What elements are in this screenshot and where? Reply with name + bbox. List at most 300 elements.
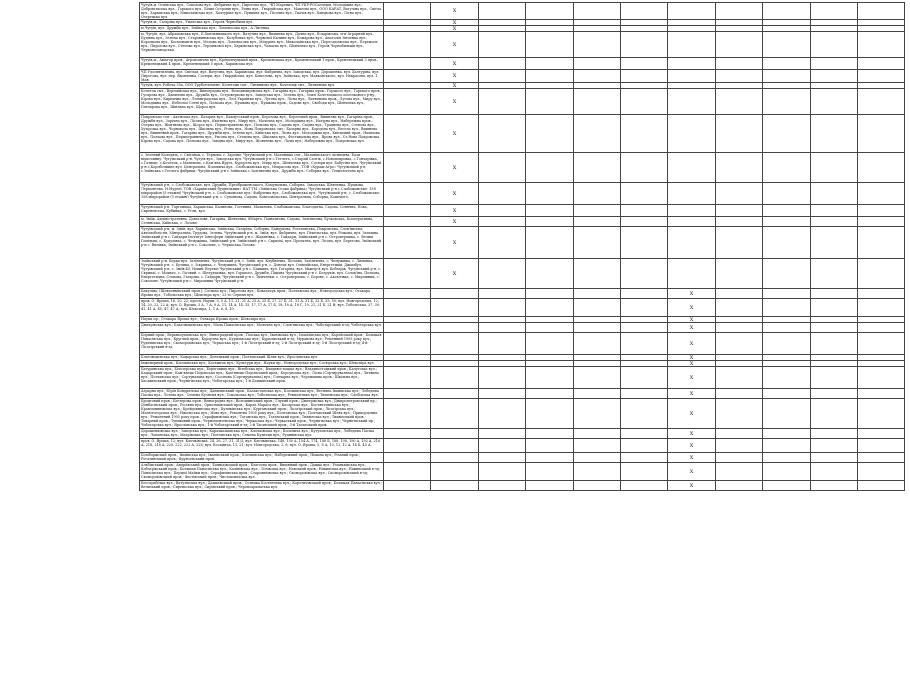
empty-cell <box>810 32 857 58</box>
empty-cell <box>810 463 857 481</box>
empty-cell <box>857 70 904 83</box>
empty-cell <box>620 259 667 289</box>
empty-cell <box>715 299 762 317</box>
empty-cell <box>763 89 810 115</box>
empty-cell <box>763 153 810 183</box>
empty-cell <box>384 259 431 289</box>
empty-cell <box>857 153 904 183</box>
empty-cell <box>668 70 715 83</box>
empty-cell <box>478 58 525 70</box>
mark-cell: X <box>668 429 715 439</box>
empty-cell <box>810 227 857 259</box>
empty-cell <box>715 70 762 83</box>
mark-cell: X <box>431 20 478 26</box>
empty-cell <box>810 323 857 333</box>
empty-cell <box>526 333 573 355</box>
address-cell: Бакуліна, (Шевченківський пров.): Сосніна вул.; Пирогова вул.; Ковальчук пров.; Полтавська вул.; Новгородська вул.; Отакара Яроша вул.; Тобольська вул.; Шекспіра вул.; 23-го Серпня вул. <box>140 289 384 299</box>
empty-cell <box>620 299 667 317</box>
empty-cell <box>810 153 857 183</box>
table-row <box>140 299 905 317</box>
empty-cell <box>668 227 715 259</box>
empty-cell <box>620 205 667 217</box>
table-row <box>140 289 905 299</box>
address-cell: Покровське смт.: Актівська вул., Базарна вул., Бахмутський пров., Березова вул., Береговий пров., Вишнева вул., Гагаріна пров., Дружби вул., Зарічна вул., Лісова вул., Квітнева вул., Миру вул., Молочна вул., Молодіжна вул., Нагірна вул., Набережна пров., Озерна вул., Жовтнева вул., Щорса вул., Першотравнева вул., Польова вул., Садова вул., Східна вул., Травнева вул., Степова вул., Хутірська вул., Чорновола вул., Шкільна вул., Річна вул., Нова Покровська смт.: Базарна вул., Бородіна вул., Весела вул., Вишнева вул., Вишневий пров., Гагаріна вул., Дружби вул., Зелена вул., Київська вул., Лісна вул., Молодіжна вул., Квітковий пров., Нахімова вул., Польова вул., Першотравнева вул., Рисова вул., Степова вул., Шкільна вул., Фестивальна вул., Ярова вул., Ст.Нова Покровська Кірова вул., Садова вул., Польова вул., Західна вул., Миру вул., Жовтнева вул., Лісна вул., Набережна вул., Покровська вул. <box>140 115 384 153</box>
empty-cell <box>715 58 762 70</box>
empty-cell <box>384 481 431 491</box>
empty-cell <box>384 367 431 389</box>
empty-cell <box>763 205 810 217</box>
empty-cell <box>573 217 620 227</box>
address-cell: м. Зміїв, Адміністративна, Довгалова, Гагаріна, Шевченко, 8Марта, Гімназична, Садова, Залізнична, Бузковська, Кооперативна, Селянська, Київська, с. Лозове. <box>140 217 384 227</box>
empty-cell <box>715 333 762 355</box>
empty-cell <box>715 183 762 205</box>
empty-cell <box>478 183 525 205</box>
mark-cell: X <box>431 58 478 70</box>
address-cell: с. Зелений Колодязь, с. Світанок, с. Тернова, с. Зарічне, Чугуївський р-н, Малинівка смт., Малинівського лісництва. Бази відпочинку. Чугуївський р-н, Чугуїв вул., Заводська вул. Чугуївський р-н с.Тетлега, с.Старий Салтів, с.Новопокровка, с.Гончарівка, с.Гатище, с.Кочеток, с.Малинове, с.Кам'яна Яруга, Курортна вул., Миру вул., Шевченка вул., Сосюри вул. Бабусіна вул. Чугуївський р-н с.Коробочкине вул. Центральна, Поповича вул., Слобожанська вул., Некрасова вул., ТОВ «Кураж-Агро» Чугуївський р-н с.Зміївська с.Тетлега фабрики, Чугуївський р-н с.Зміївська с.Залізнична вул., Дружби вул., Соборна вул., Технологічна вул. <box>140 153 384 183</box>
empty-cell <box>857 429 904 439</box>
table-row <box>140 481 905 491</box>
empty-cell <box>573 323 620 333</box>
empty-cell <box>668 183 715 205</box>
empty-cell <box>763 32 810 58</box>
empty-cell <box>431 367 478 389</box>
address-cell: Дмитрівська вул.; Благовіщенська вул.; Мала Панасівська вул.; Молочна вул.; Слов'янська вул.; Чоботарський в-зд; Чоботарська вул. <box>140 323 384 333</box>
empty-cell <box>715 227 762 259</box>
empty-cell <box>478 289 525 299</box>
table-row <box>140 89 905 115</box>
empty-cell <box>431 399 478 429</box>
empty-cell <box>763 259 810 289</box>
empty-cell <box>620 439 667 453</box>
empty-cell <box>526 367 573 389</box>
address-cell: м.Чугуїв, вул. Дружби вул., Зміївська вул., Ломоносова вул., А.Лисенка <box>140 26 384 32</box>
address-cell: ЧП Удосвятилічна, вул. Світлая, вул. Ватутіна, вул. Харківська, вул. Фабрична, вул. Заводська, вул. Дорошенка, вул. Халтуріна, вул. Пирогова, вул. пер. Яковлевка, Сосюри, вул. Гвардійська, вул. Кошелова, вул. Зміївська, вул. Маяковського, вул. Некрасова, вул. 1 Мая. <box>140 70 384 83</box>
schedule-table <box>139 2 905 491</box>
mark-cell: X <box>668 361 715 367</box>
address-cell: Чугуїв м. Оспівська вул., Соколова вул., Фабрична вул., Пирогова вул., ЧП Маренич, ЧП УКР-РОСагенція, Молодіжна вул., Добропільська вул., Горького вул., Білих Островів вул., Річна вул., Гвардійська вул., Макеєва вул., ООО КАРАТ, Вагуліна вул., Світла вул., Харківська вул., Миколаївська вул., Халтуріна вул., Пушкіна вул., Пісочна вул., Ткачів вул., Ханцьова вул., Лісна вул., Озерецька вул. <box>140 3 384 20</box>
empty-cell <box>763 183 810 205</box>
empty-cell <box>763 289 810 299</box>
empty-cell <box>573 367 620 389</box>
empty-cell <box>620 481 667 491</box>
mark-cell: X <box>668 323 715 333</box>
mark-cell: X <box>668 389 715 399</box>
empty-cell <box>573 58 620 70</box>
empty-cell <box>620 3 667 20</box>
empty-cell <box>526 32 573 58</box>
empty-cell <box>763 227 810 259</box>
address-cell: Аграрна вул.; Юрія Кондратюка вул.; Данилівський пров.; Казахстанська вул.; Клочківська вул.; Весняна Іванівська вул.; Лебедина Пасіка вул.; Лотова вул.; Семена Кузнеця вул.; Сокільська вул.; Тобольська вул.; Ревполітика вул.; Тюменська вул.; Слобідська вул. <box>140 389 384 399</box>
empty-cell <box>431 481 478 491</box>
empty-cell <box>384 399 431 429</box>
empty-cell <box>668 217 715 227</box>
table-row <box>140 58 905 70</box>
empty-cell <box>384 217 431 227</box>
table-row <box>140 463 905 481</box>
address-cell: Броцтовий пров.; Бегтерова пров.; Виноградна вул.; Волошинський пров.; Глухий пров.; Дмитрівська вул.; Дніпропетровський пр.; Донбасівський пров.; Росіяна вул.; Орвольківський пров.; Карла Маркса вул.; Касарська вул.; Костянтинівська вул.; Крамчанинівська вул.; Крейдовинська вул.; Куликівська вул.; Курганський пров.; Лісогірський пров.; Лісогірська вул.; Магнітогорська вул.; Нікольська вул.; Нова вул.; Ремонтна 1905 року вул.; Полтавська вул.; Полтавський Шлях вул.; Прикордонна вул.; Ремонтний 1905 року пров.; Серафимівська вул.; Таганська вул.; Таганський пров.; Тихвінська вул.; Тихвінський пров.; Товарний пров.; Тупиковий пров.; Черномонтенська вул.; Черкаська вул.; Черкаський пров.; Чернігівська вул.; Чернігівський пр.; Чоботарська вул.; Ярославська вул.; 1-й Чоботарський в-зд; 2-й Таганський пров.; 3-й Таганський пров. <box>140 399 384 429</box>
empty-cell <box>620 183 667 205</box>
empty-cell <box>384 289 431 299</box>
table-row <box>140 3 905 20</box>
empty-cell <box>384 453 431 463</box>
address-cell: м. Чугуїв, вул. Абрамовська вул., Б.Хмельницького вул., Ватутіна вул., Вишнева вул., Дачна вул., Есхарівська, м-н Аграрний вул., Будівна вул., Зелена вул., Старовинівська вул., Козубенка вул., Червоної Калини вул., Комарова вул., Анатолія Зінченка вул., Королкова вул., Космонавтів вул., Медова вул., Ломоносова вул., Мічуріна вул., Миколаївська вул., Пересадоівська вул., Перемоги вул., Пирогова вул., Степова вул., Терешкової вул., Харківська вул., Чапаєва вул., Шевченко вул., Героїв Чорнобильців вул., Червонозаводська. <box>140 32 384 58</box>
empty-cell <box>620 89 667 115</box>
empty-cell <box>620 115 667 153</box>
empty-cell <box>526 299 573 317</box>
empty-cell <box>810 439 857 453</box>
empty-cell <box>384 115 431 153</box>
empty-cell <box>573 227 620 259</box>
empty-cell <box>763 58 810 70</box>
empty-cell <box>857 333 904 355</box>
table-row <box>140 183 905 205</box>
empty-cell <box>573 299 620 317</box>
empty-cell <box>526 227 573 259</box>
table-row <box>140 453 905 463</box>
address-cell: пров. О. Яроша, 16, 20, 22; просп. Науки, 5, 5 А, 11, 21, 21 А, 25 А, 25 Б, 27, 27 Б, 31, 31 А, 31 Б, 33 Б, 35, 50; вул. Новгородська, 12, 14, 20, 22, 22 А; вул. О. Яроша, 3 А, 7 А, 9 А, 11, 14 А, 14, 15, 17, 17 А, 17 Б, 18, 18 А, 18 Г, 19, 21, 21 Б, 21 В; вул. Тобольська, 37, 39, 41, 41 А, 45, 47, 47 А; вул. Шекспіра, 1, 1 А, 6, 8, 10. <box>140 299 384 317</box>
empty-cell <box>620 463 667 481</box>
table-row <box>140 217 905 227</box>
mark-cell: X <box>668 289 715 299</box>
empty-cell <box>573 333 620 355</box>
empty-cell <box>620 453 667 463</box>
empty-cell <box>384 299 431 317</box>
empty-cell <box>384 32 431 58</box>
empty-cell <box>526 481 573 491</box>
address-cell: Борний пров.; Верхньоуманська вул.; Виноградний пров.; Гімська вул.; Іванівська вул.; Ізмаїлівська вул.; Корейський пров.; Большая Панасівська вул.; Круглий пров.; Курортна вул.; Курилівська вул.; Курилівський в-зд; Муранова вул.; Ременний 1905 року вул.; Рудинівська вул.; Скоморохівська вул.; Черкаська вул.; 1-й Лісогірський в-зд; 2-й Лісогірський в-зд; 3-й Лісогірський в-зд; 4-й Лісогірський в-зд. <box>140 333 384 355</box>
table-row <box>140 153 905 183</box>
empty-cell <box>810 70 857 83</box>
mark-cell: X <box>668 399 715 429</box>
empty-cell <box>857 115 904 153</box>
empty-cell <box>763 399 810 429</box>
empty-cell <box>763 323 810 333</box>
empty-cell <box>810 333 857 355</box>
empty-cell <box>763 463 810 481</box>
empty-cell <box>810 367 857 389</box>
mark-cell: X <box>668 453 715 463</box>
empty-cell <box>810 429 857 439</box>
empty-cell <box>573 259 620 289</box>
address-cell: Благовіщенська вул.; Кацарська вул.; Донецький пров.; Полтавський Шлях вул.; Ярославська вул. <box>140 355 384 361</box>
empty-cell <box>715 389 762 399</box>
empty-cell <box>573 439 620 453</box>
empty-cell <box>857 399 904 429</box>
empty-cell <box>526 153 573 183</box>
empty-cell <box>857 32 904 58</box>
empty-cell <box>763 299 810 317</box>
empty-cell <box>810 3 857 20</box>
mark-cell: X <box>668 333 715 355</box>
empty-cell <box>478 70 525 83</box>
empty-cell <box>715 429 762 439</box>
empty-cell <box>478 205 525 217</box>
address-cell: пров. О. Яроша, 12; вул. Клочківська, 24, 26, 27, 31, 31/3; вул. Клочківська, 148, 150 А, 154 А, 174, 188 Б, 188, 190, 190 А, 192 А, 216 А, 218, 218 А, 220, 222, 222 А, 228; вул. Косьмича, 11, 21; вул. Новгородська, 2, 6; вул. О. Яроша, 5, 8 А, 10, 12, 12 А, 14 Б, 45 А. <box>140 439 384 453</box>
mark-cell: X <box>431 259 478 289</box>
empty-cell <box>763 453 810 463</box>
empty-cell <box>573 399 620 429</box>
empty-cell <box>715 439 762 453</box>
empty-cell <box>620 429 667 439</box>
empty-cell <box>763 70 810 83</box>
empty-cell <box>715 289 762 299</box>
empty-cell <box>478 115 525 153</box>
empty-cell <box>810 259 857 289</box>
empty-cell <box>384 389 431 399</box>
empty-cell <box>620 58 667 70</box>
empty-cell <box>810 299 857 317</box>
empty-cell <box>573 389 620 399</box>
empty-cell <box>620 289 667 299</box>
empty-cell <box>857 289 904 299</box>
empty-cell <box>620 399 667 429</box>
empty-cell <box>478 299 525 317</box>
empty-cell <box>431 453 478 463</box>
mark-cell: X <box>668 355 715 361</box>
empty-cell <box>668 153 715 183</box>
empty-cell <box>384 89 431 115</box>
empty-cell <box>478 153 525 183</box>
empty-cell <box>478 333 525 355</box>
mark-cell: X <box>431 32 478 58</box>
empty-cell <box>573 115 620 153</box>
empty-cell <box>810 217 857 227</box>
address-cell: Науки пр.; Отакара Яроша вул.; Отакара Яроша пров.; Шекспіра вул. <box>140 317 384 323</box>
empty-cell <box>668 89 715 115</box>
empty-cell <box>431 389 478 399</box>
empty-cell <box>810 183 857 205</box>
empty-cell <box>668 205 715 217</box>
mark-cell: X <box>668 367 715 389</box>
empty-cell <box>526 3 573 20</box>
empty-cell <box>526 399 573 429</box>
empty-cell <box>526 453 573 463</box>
empty-cell <box>763 3 810 20</box>
empty-cell <box>715 399 762 429</box>
mark-cell: X <box>668 317 715 323</box>
table-body <box>140 3 905 491</box>
table-row <box>140 367 905 389</box>
empty-cell <box>478 439 525 453</box>
empty-cell <box>478 367 525 389</box>
empty-cell <box>384 429 431 439</box>
empty-cell <box>857 367 904 389</box>
empty-cell <box>763 429 810 439</box>
empty-cell <box>620 70 667 83</box>
empty-cell <box>526 429 573 439</box>
table-row <box>140 115 905 153</box>
empty-cell <box>526 89 573 115</box>
mark-cell: X <box>668 299 715 317</box>
empty-cell <box>620 323 667 333</box>
empty-cell <box>715 205 762 217</box>
empty-cell <box>526 463 573 481</box>
table-row <box>140 70 905 83</box>
mark-cell: X <box>431 3 478 20</box>
empty-cell <box>573 183 620 205</box>
empty-cell <box>526 259 573 289</box>
empty-cell <box>478 481 525 491</box>
address-cell: Дорошенківська вул.; Заводська вул.; Карачкашанська вул.; Клочківська вул.; Косьмича вул.; Кутузовська вул.; Лебедина Пасіка вул.; Лопанська вул.; Маєрівська вул.; Полтавська вул.; Семена Кузнеця вул.; Рудинівська вул. <box>140 429 384 439</box>
empty-cell <box>715 259 762 289</box>
empty-cell <box>384 58 431 70</box>
mark-cell: X <box>431 227 478 259</box>
empty-cell <box>620 217 667 227</box>
empty-cell <box>620 367 667 389</box>
empty-cell <box>668 259 715 289</box>
empty-cell <box>573 481 620 491</box>
empty-cell <box>763 389 810 399</box>
address-cell: Інженерний пров.; Клочківська вул.; Косьмича вул.; Культури вул.; Науки пр.; Новгородська вул.; Сосюрська вул.; Шекспіра вул. <box>140 361 384 367</box>
empty-cell <box>810 453 857 463</box>
mark-cell: X <box>431 89 478 115</box>
empty-cell <box>620 227 667 259</box>
empty-cell <box>431 289 478 299</box>
empty-cell <box>763 333 810 355</box>
empty-cell <box>573 3 620 20</box>
empty-cell <box>384 439 431 453</box>
empty-cell <box>857 323 904 333</box>
mark-cell: X <box>431 83 478 89</box>
empty-cell <box>810 389 857 399</box>
empty-cell <box>810 205 857 217</box>
empty-cell <box>573 289 620 299</box>
empty-cell <box>384 227 431 259</box>
empty-cell <box>763 481 810 491</box>
table-row <box>140 32 905 58</box>
empty-cell <box>763 217 810 227</box>
empty-cell <box>526 217 573 227</box>
empty-cell <box>668 115 715 153</box>
empty-cell <box>431 439 478 453</box>
address-cell: Чугуївський р-н, м. Зміїв, вул. Харківська, Зміївська, Гагаріна, Соборна, Байдукова, Рогатинська, Покровська, Слов'янська, Автомобілістів, Мінеральна, Трудова, Зелена. Чугуївський р-н, м. Зміїв, вул. Фабрична, вул. Пекельська, вул. Річкова, вул. Затишна. Зміївський р-н с. Гайдари Інститут Іоносфери Зміївський р-н с. Жаданівка, с. Гайдари, Зміївський р-н с. Островерхівка, с. Великі Гомільші, с. Кукулівка, с. Чемужівка, Зміївський р-н, Зміївський р-н с. Скрипаї, вул. Проектна, вул. Лісова, вул. Берегова, Зміївський р-н с. Вилівка, Зміївський р-н с. Соколове, с. Черкаська Лозова. <box>140 227 384 259</box>
mark-cell: X <box>431 217 478 227</box>
address-cell: Чугуївський р-н. Тарганівка, Харківська, Калинова, Гостинна, Малинова, Слобожанська, Благодатна, Садова, Сонячна, Нова, Сиреневська, Кубинка, с. Угли, вул. <box>140 205 384 217</box>
table-row <box>140 333 905 355</box>
empty-cell <box>715 453 762 463</box>
mark-cell: X <box>431 26 478 32</box>
empty-cell <box>384 183 431 205</box>
empty-cell <box>573 205 620 217</box>
empty-cell <box>384 323 431 333</box>
empty-cell <box>857 463 904 481</box>
empty-cell <box>715 153 762 183</box>
empty-cell <box>810 289 857 299</box>
empty-cell <box>384 70 431 83</box>
empty-cell <box>478 429 525 439</box>
empty-cell <box>478 227 525 259</box>
empty-cell <box>384 205 431 217</box>
empty-cell <box>810 58 857 70</box>
empty-cell <box>715 217 762 227</box>
empty-cell <box>810 399 857 429</box>
empty-cell <box>384 463 431 481</box>
empty-cell <box>857 205 904 217</box>
empty-cell <box>478 323 525 333</box>
empty-cell <box>384 153 431 183</box>
empty-cell <box>384 333 431 355</box>
address-cell: Альбінський пров.; Андріївський пров.; Баянідівський пров.; Благоєва пров.; Вишнівий пров.; Дащка вул.; Уманьківська вул.; Кобзарівський пров.; Большая Панасівська вул.; Калінівська вул.; Лозівська вул.; Невський пров.; Ніжинська вул.; Ніжинський в-зд; Панасівська вул.; Першої Майки вул.; Серафимівська пров.; Старовинівська вул.; Скоморохівська вул.; Скоморохівський в-зд; Скоморохівський пров.; Фастівський пров.; Чистоковпіська вул. <box>140 463 384 481</box>
table-row <box>140 259 905 289</box>
table-row <box>140 323 905 333</box>
empty-cell <box>526 389 573 399</box>
address-cell: Білоборжский пров.; Іванівська вул.; Іванівський пров.; Клочківська вул.; Набережний пров.; Пішана вул.; Різаний пров.; Рогатинський пров.; Фрунзенський пров. <box>140 453 384 463</box>
empty-cell <box>573 32 620 58</box>
address-cell: Чугуїв, вул. Робоча 55а, ООО Трубоелемент, Кочетоцк смт., Литвинова вул., Кочетоцк смт., Литвинова вул. <box>140 83 384 89</box>
empty-cell <box>620 32 667 58</box>
empty-cell <box>857 299 904 317</box>
empty-cell <box>478 89 525 115</box>
mark-cell: X <box>668 463 715 481</box>
empty-cell <box>431 323 478 333</box>
empty-cell <box>857 481 904 491</box>
empty-cell <box>526 205 573 217</box>
empty-cell <box>526 323 573 333</box>
empty-cell <box>715 323 762 333</box>
empty-cell <box>620 333 667 355</box>
empty-cell <box>478 463 525 481</box>
address-cell: Зміївський р-н. Берка-вул. Залізнична, Чугуївський р-н, с. Зміїв, вул. Клубнична, Пісчана, Залізнична, с. Чемужівка, с. Лиманка, Чугуївський р-н, с. Бутівка, с. Іскринка, с. Чемужина. Чугуївський р-н, с. Донець вул. Олімпійська, Енергетиків, Джамбул, Чугуївський р-н, с. Зміїв-40, Новий Перевіз Чугуївський р-н с. Бішкинь, вул. Гагаріна, вул. Міжгір'я вул. Кобзарів. Чугуївський р-н, с. Скрипаї, с. Мохнач, с. Лісовий, с. Шелудьківка, вул. Горького, Дружби, Піщана Чугуївський р-н с. Безруків, вул. Солов'їна, Польова, Енергетична, Степова, Гагаріна, с. Гайдари, Чугуївський р-н с. Тимченки, с. Островерхова, с. Борове, с. Аксютівка, с. Мирошник, с. Соколове, Чугуївський р-н с. Мирошник Чугуївський р-н. <box>140 259 384 289</box>
table-row <box>140 399 905 429</box>
empty-cell <box>857 183 904 205</box>
empty-cell <box>526 183 573 205</box>
empty-cell <box>715 481 762 491</box>
empty-cell <box>573 153 620 183</box>
mark-cell: X <box>431 70 478 83</box>
empty-cell <box>526 70 573 83</box>
empty-cell <box>573 89 620 115</box>
empty-cell <box>810 115 857 153</box>
empty-cell <box>431 463 478 481</box>
mark-cell: X <box>431 153 478 183</box>
empty-cell <box>526 115 573 153</box>
empty-cell <box>573 70 620 83</box>
empty-cell <box>478 453 525 463</box>
empty-cell <box>478 399 525 429</box>
empty-cell <box>668 3 715 20</box>
empty-cell <box>857 389 904 399</box>
mark-cell: X <box>668 439 715 453</box>
empty-cell <box>715 463 762 481</box>
empty-cell <box>810 89 857 115</box>
empty-cell <box>857 453 904 463</box>
empty-cell <box>763 439 810 453</box>
empty-cell <box>857 217 904 227</box>
empty-cell <box>526 58 573 70</box>
mark-cell: X <box>668 481 715 491</box>
empty-cell <box>478 32 525 58</box>
table-row <box>140 429 905 439</box>
table-row <box>140 227 905 259</box>
empty-cell <box>478 389 525 399</box>
empty-cell <box>715 89 762 115</box>
empty-cell <box>431 333 478 355</box>
empty-cell <box>526 439 573 453</box>
empty-cell <box>478 217 525 227</box>
empty-cell <box>857 227 904 259</box>
empty-cell <box>620 389 667 399</box>
empty-cell <box>384 3 431 20</box>
empty-cell <box>478 3 525 20</box>
empty-cell <box>715 32 762 58</box>
table-row <box>140 389 905 399</box>
empty-cell <box>620 153 667 183</box>
empty-cell <box>668 58 715 70</box>
empty-cell <box>857 58 904 70</box>
empty-cell <box>857 439 904 453</box>
address-cell: Чугуївський р-н, с. Слобожанське, вул. Дружби, Преображенського, Комунальна, Соборна, Заводська, Шевченка, Пушкіна, Лермонтова. Н.Мурзеї. ТОВ «Харківський будівельник» НАТ ТМ «Зміївська Осока фабрика» Чугуївський р-н с.Слобожанське: 158 мікрорайон (5 етажні) Чугуївський р-н, с. Слобожанське вул.: Фабрична вул., Слобожанська вул., Чугуївський р-н, с. Слобожанське: 158 мікрорайон (5 етажні) Чугуївський р-н, с. Сухоїнова, Садова, Комсомольська, Центральна, Соборна, Кошевого. <box>140 183 384 205</box>
table-row <box>140 205 905 217</box>
